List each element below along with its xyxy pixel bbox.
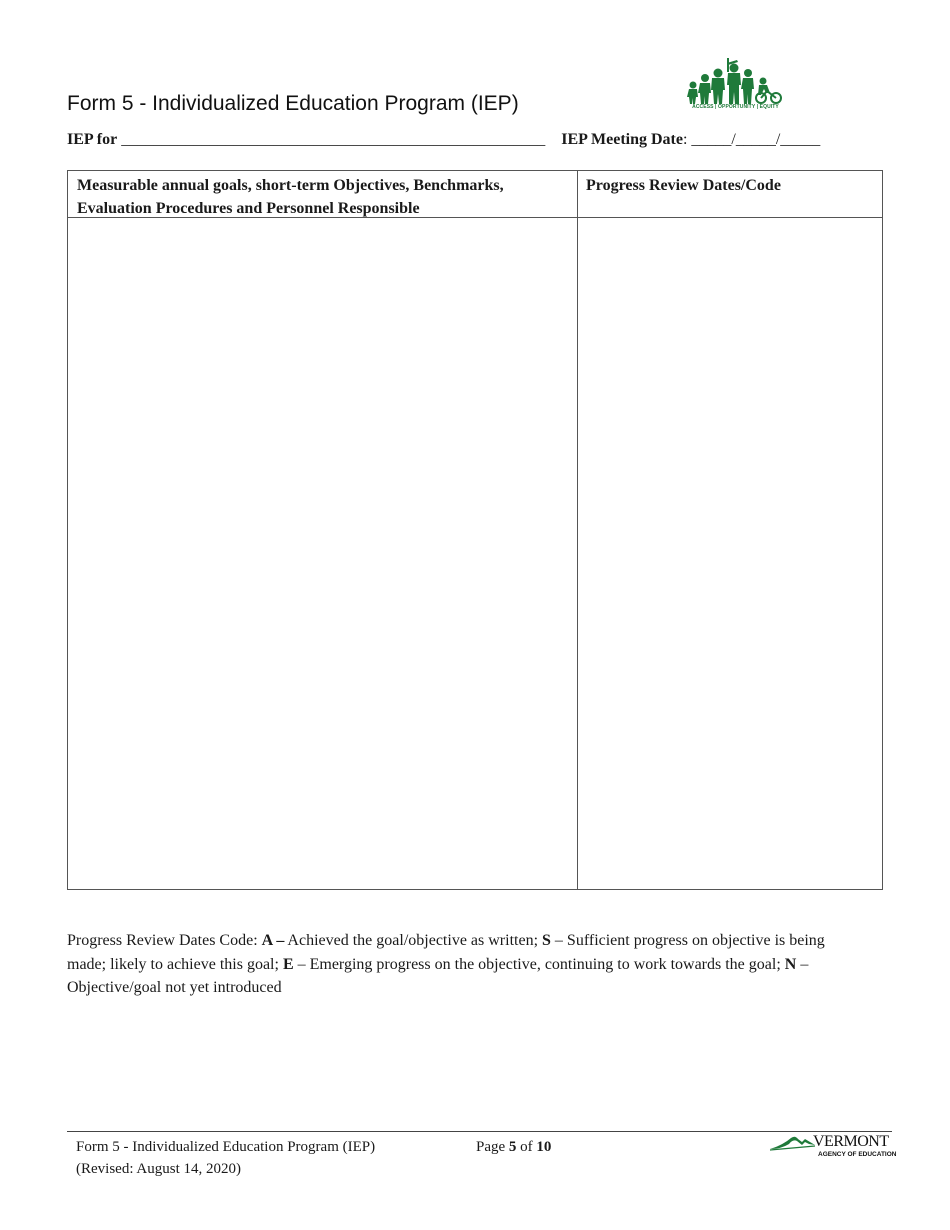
legend-text-n: – Objective/goal not yet introduced (67, 955, 809, 996)
progress-code-legend (67, 929, 867, 1000)
legend-code-s: S (542, 932, 551, 949)
agency-children-logo (683, 56, 788, 114)
iep-info-line (67, 131, 820, 149)
legend-code-e: E (282, 955, 294, 973)
footer-form-title: Form 5 - Individualized Education Program (IEP) (76, 1139, 376, 1155)
mountain-icon (769, 1133, 817, 1153)
vermont-agency-logo (769, 1133, 897, 1163)
progress-column-header: Progress Review Dates/Code (586, 177, 781, 194)
legend-code-n: N (784, 955, 797, 973)
iep-for-label: IEP for (67, 131, 118, 148)
legend-text-a: Achieved the goal/objective as written; (284, 932, 543, 949)
page-total: 10 (536, 1139, 552, 1155)
meeting-date-label: IEP Meeting Date (561, 131, 683, 148)
children-silhouette-icon (683, 56, 788, 104)
iep-for-field[interactable]: _____________________________________________________ (121, 131, 546, 148)
footer-revised-date: (Revised: August 14, 2020) (76, 1161, 241, 1177)
agency-name: VERMONT (813, 1133, 889, 1150)
goals-entry-cell[interactable] (68, 218, 577, 889)
footer-divider (67, 1131, 892, 1132)
agency-subtitle: AGENCY OF EDUCATION (818, 1151, 897, 1158)
goals-column-header: Measurable annual goals, short-term Objectives, Benchmarks, Evaluation Procedures and Personnel Responsible (77, 177, 504, 217)
legend-code-a: A – (261, 932, 285, 949)
page-title: Form 5 - Individualized Education Program (IEP) (67, 92, 519, 115)
page-number: Page 5 of 10 (476, 1139, 552, 1155)
meeting-date-field[interactable]: : _____/_____/_____ (682, 131, 821, 148)
legend-text-e: – Emerging progress on the objective, continuing to work towards the goal; (293, 955, 785, 973)
goals-table (67, 170, 883, 890)
legend-text-s: – Sufficient progress on objective is being made; likely to achieve this goal; (67, 932, 825, 973)
legend-intro: Progress Review Dates Code: (67, 932, 262, 949)
page-current: 5 (508, 1139, 517, 1155)
progress-entry-cell[interactable] (578, 218, 882, 889)
logo-tagline: ACCESS | OPPORTUNITY | EQUITY (692, 104, 779, 110)
